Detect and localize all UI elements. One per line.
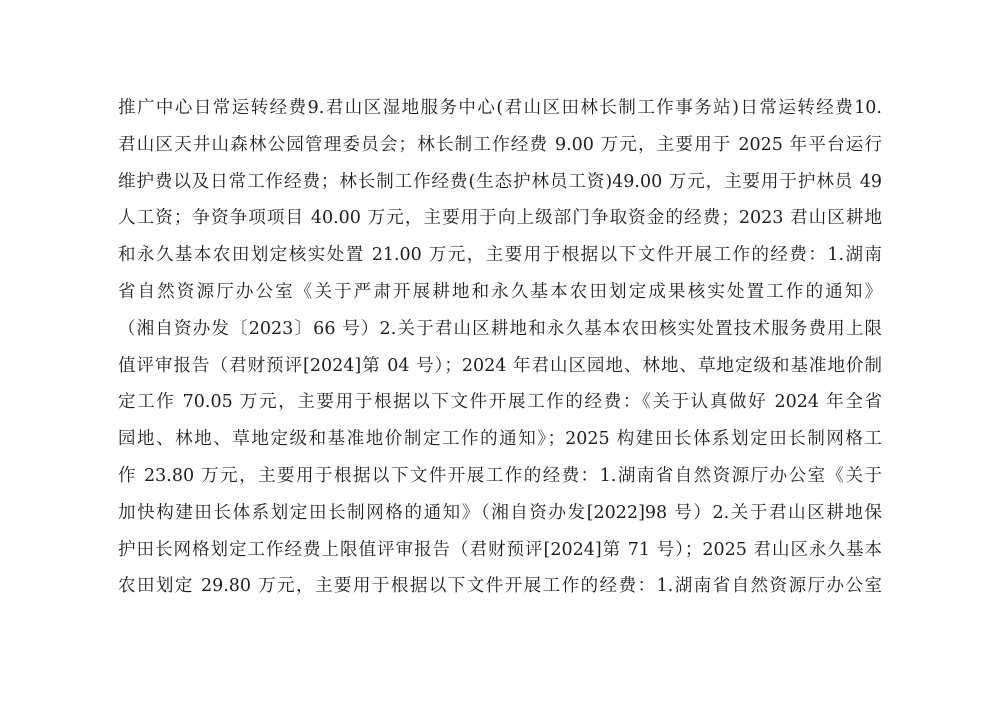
- paragraph-line: 省自然资源厅办公室《关于严肃开展耕地和永久基本农田划定成果核实处置工作的通知》: [118, 281, 882, 302]
- paragraph-line: 君山区天井山森林公园管理委员会；林长制工作经费 9.00 万元，主要用于 2025 年平台运行: [118, 134, 882, 155]
- paragraph-line: 值评审报告（君财预评[2024]第 04 号）；2024 年君山区园地、林地、草地定级和基准地价制: [118, 355, 882, 376]
- paragraph-line: 作 23.80 万元，主要用于根据以下文件开展工作的经费：1.湖南省自然资源厅办公室《关于: [118, 465, 882, 486]
- paragraph-line: （湘自资办发〔2023〕66 号）2.关于君山区耕地和永久基本农田核实处置技术服务费用上限: [118, 318, 882, 339]
- paragraph-line: 定工作 70.05 万元，主要用于根据以下文件开展工作的经费：《关于认真做好 2024 年全省: [118, 392, 882, 413]
- paragraph-line: 护田长网格划定工作经费上限值评审报告（君财预评[2024]第 71 号）；2025 君山区永久基本: [118, 539, 882, 560]
- paragraph-line: 推广中心日常运转经费9.君山区湿地服务中心(君山区田林长制工作事务站)日常运转经费10.: [118, 98, 882, 118]
- paragraph-line: 维护费以及日常工作经费；林长制工作经费(生态护林员工资)49.00 万元，主要用于护林员 49: [118, 171, 882, 192]
- paragraph-line: 加快构建田长体系划定田长制网格的通知》（湘自资办发[2022]98 号）2.关于君山区耕地保: [118, 502, 882, 523]
- paragraph-line: 农田划定 29.80 万元，主要用于根据以下文件开展工作的经费：1.湖南省自然资源厅办公室: [118, 576, 882, 597]
- paragraph-line: 园地、林地、草地定级和基准地价制定工作的通知》；2025 构建田长体系划定田长制网格工: [118, 429, 882, 450]
- paragraph-line: 人工资；争资争项项目 40.00 万元，主要用于向上级部门争取资金的经费；2023 君山区耕地: [118, 208, 882, 229]
- paragraph-line: 和永久基本农田划定核实处置 21.00 万元，主要用于根据以下文件开展工作的经费：1.湖南: [118, 245, 882, 266]
- body-paragraph: [118, 90, 882, 605]
